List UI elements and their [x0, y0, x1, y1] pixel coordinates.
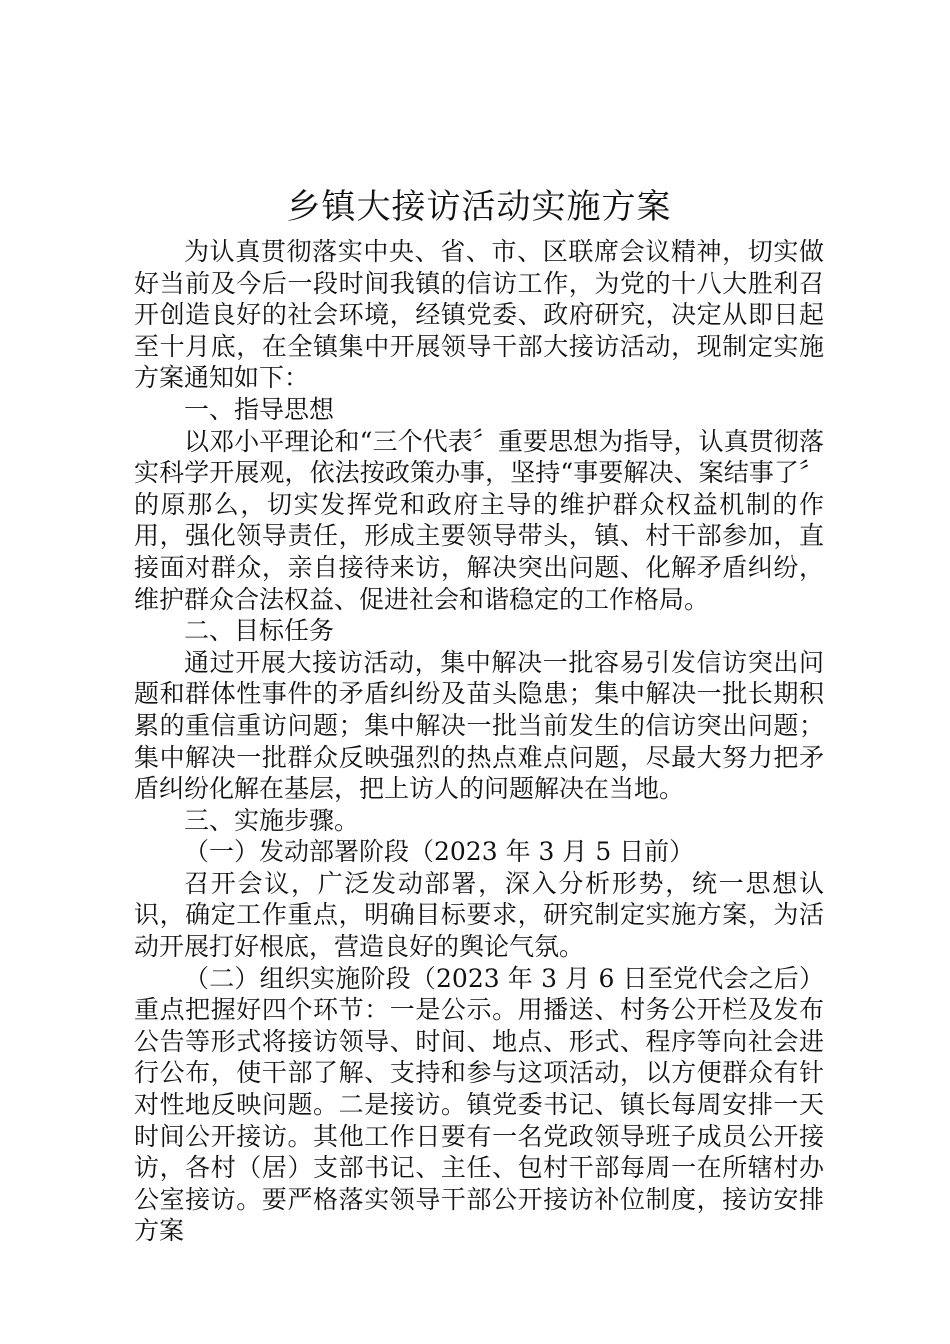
document-title: 乡镇大接访活动实施方案	[286, 187, 672, 227]
section-heading-goals: 二、目标任务	[184, 616, 335, 646]
implementation-paragraph: （二）组织实施阶段（2023 年 3 月 6 日至党代会之后）重点把握好四个环节：一是公示。用播送、村务公开栏及发布公告等形式将接访领导、时间、地点、形式、程序等向社会进行公布，使干部了解、支持和参与这项活动，以方便群众有针对性地反映问题。二是接访。镇党委书记、镇长每周安排一天时间公开接访。其他工作日要有一名党政领导班子成员公开接访，各村（居）支部书记、主任、包村干部每周一在所辖村办公室接访。要严格落实领导干部公开接访补位制度，接访安排方案	[134, 963, 824, 1246]
section-heading-steps: 三、实施步骤。	[184, 805, 360, 835]
intro-paragraph: 为认真贯彻落实中央、省、市、区联席会议精神，切实做好当前及今后一段时间我镇的信访工作，为党的十八大胜利召开创造良好的社会环境，经镇党委、政府研究，决定从即日起至十月底，在全镇集中开展领导干部大接访活动，现制定实施方案通知如下：	[134, 237, 824, 393]
section-heading-guiding-ideology: 一、指导思想	[184, 394, 335, 424]
goals-paragraph: 通过开展大接访活动，集中解决一批容易引发信访突出问题和群体性事件的矛盾纠纷及苗头隐患；集中解决一批长期积累的重信重访问题；集中解决一批当前发生的信访突出问题；集中解决一批群众反映强烈的热点难点问题，尽最大努力把矛盾纠纷化解在基层，把上访人的问题解决在当地。	[134, 647, 824, 804]
guiding-ideology-paragraph: 以邓小平理论和“三个代表〞重要思想为指导，认真贯彻落实科学开展观，依法按政策办事，坚持“事要解决、案结事了〞的原那么，切实发挥党和政府主导的维护群众权益机制的作用，强化领导责任，形成主要领导带头，镇、村干部参加，直接面对群众，亲自接待来访，解决突出问题、化解矛盾纠纷，维护群众合法权益、促进社会和谐稳定的工作格局。	[134, 426, 824, 614]
document-page	[134, 178, 824, 1247]
mobilization-paragraph: 召开会议，广泛发动部署，深入分析形势，统一思想认识，确定工作重点，明确目标要求，研究制定实施方案，为活动开展打好根底，营造良好的舆论气氛。	[134, 868, 824, 962]
subheading-mobilization-stage: （一）发动部署阶段（2023 年 3 月 5 日前）	[184, 837, 695, 867]
